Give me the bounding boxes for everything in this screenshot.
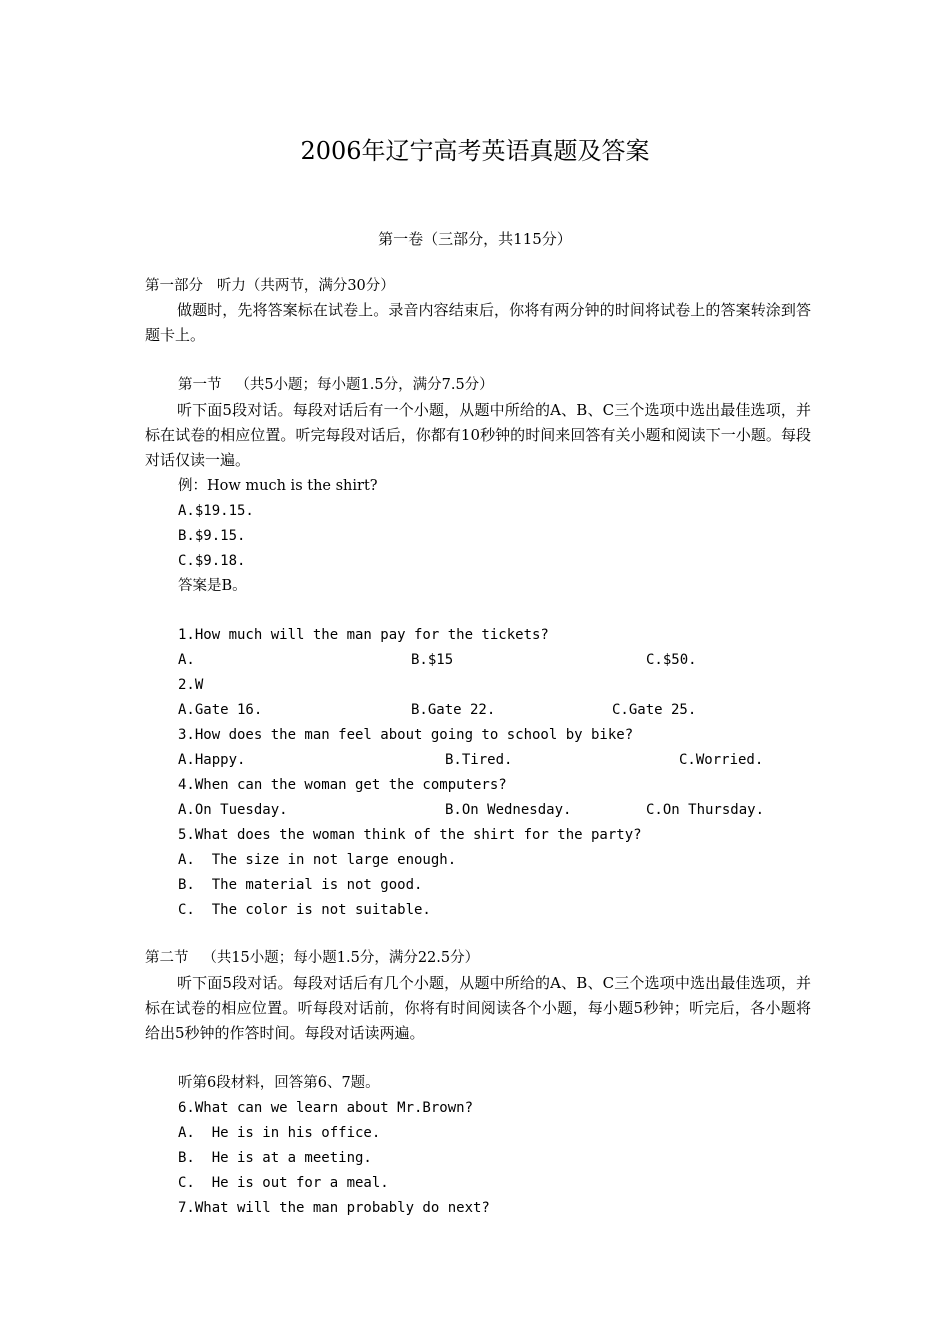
question-6-option-b: B. He is at a meeting. [178,1150,372,1166]
question-2-option-a: A.Gate 16. [178,702,263,718]
question-4: 4.When can the woman get the computers? [178,777,507,793]
question-7: 7.What will the man probably do next? [178,1200,490,1216]
section1-heading: 第一节 （共5小题；每小题1.5分，满分7.5分） [178,377,494,393]
question-6-option-a: A. He is in his office. [178,1125,381,1141]
question-5-option-a: A. The size in not large enough. [178,852,457,868]
question-1: 1.How much will the man pay for the tickets? [178,627,549,643]
question-6-option-c: C. He is out for a meal. [178,1175,389,1191]
document-title: 2006年辽宁高考英语真题及答案 [300,137,650,165]
question-5-option-c: C. The color is not suitable. [178,902,431,918]
question-3: 3.How does the man feel about going to school by bike? [178,727,634,743]
part1-heading: 第一部分 听力（共两节，满分30分） [145,278,395,294]
question-2-option-b: B.Gate 22. [411,702,496,718]
section1-instructions: 听下面5段对话。每段对话后有一个小题，从题中所给的A、B、C三个选项中选出最佳选项，并标在试卷的相应位置。听完每段对话后，你都有10秒钟的时间来回答有关小题和阅读下一小题。每段对话仅读一遍。 [145,401,811,469]
example-option-c: C.$9.18. [178,553,246,569]
question-2-option-c: C.Gate 25. [612,702,697,718]
question-6: 6.What can we learn about Mr.Brown? [178,1100,474,1116]
example-answer: 答案是B。 [178,578,247,594]
question-5-option-b: B. The material is not good. [178,877,423,893]
question-4-option-b: B.On Wednesday. [445,802,572,818]
question-3-option-c: C.Worried. [679,752,764,768]
section2-heading: 第二节 （共15小题；每小题1.5分，满分22.5分） [145,950,480,966]
example-question: 例：How much is the shirt? [178,478,378,494]
question-1-option-c: C.$50. [646,652,697,668]
question-1-option-a: A. [178,652,195,668]
question-3-option-b: B.Tired. [445,752,513,768]
section2-instructions: 听下面5段对话。每段对话后有几个小题，从题中所给的A、B、C三个选项中选出最佳选项，并标在试卷的相应位置。听每段对话前，你将有时间阅读各个小题，每小题5秒钟；听完后，各小题将给出5秒钟的作答时间。每段对话读两遍。 [145,974,811,1042]
question-4-option-a: A.On Tuesday. [178,802,288,818]
question-4-option-c: C.On Thursday. [646,802,765,818]
example-option-b: B.$9.15. [178,528,246,544]
example-option-a: A.$19.15. [178,503,254,519]
volume-heading: 第一卷（三部分，共115分） [378,230,572,248]
question-5: 5.What does the woman think of the shirt for the party? [178,827,642,843]
question-3-option-a: A.Happy. [178,752,246,768]
material-6-heading: 听第6段材料，回答第6、7题。 [178,1075,380,1091]
question-2: 2.W [178,677,204,693]
question-1-option-b: B.$15 [411,652,454,668]
part1-intro: 做题时，先将答案标在试卷上。录音内容结束后，你将有两分钟的时间将试卷上的答案转涂到答题卡上。 [145,301,811,344]
